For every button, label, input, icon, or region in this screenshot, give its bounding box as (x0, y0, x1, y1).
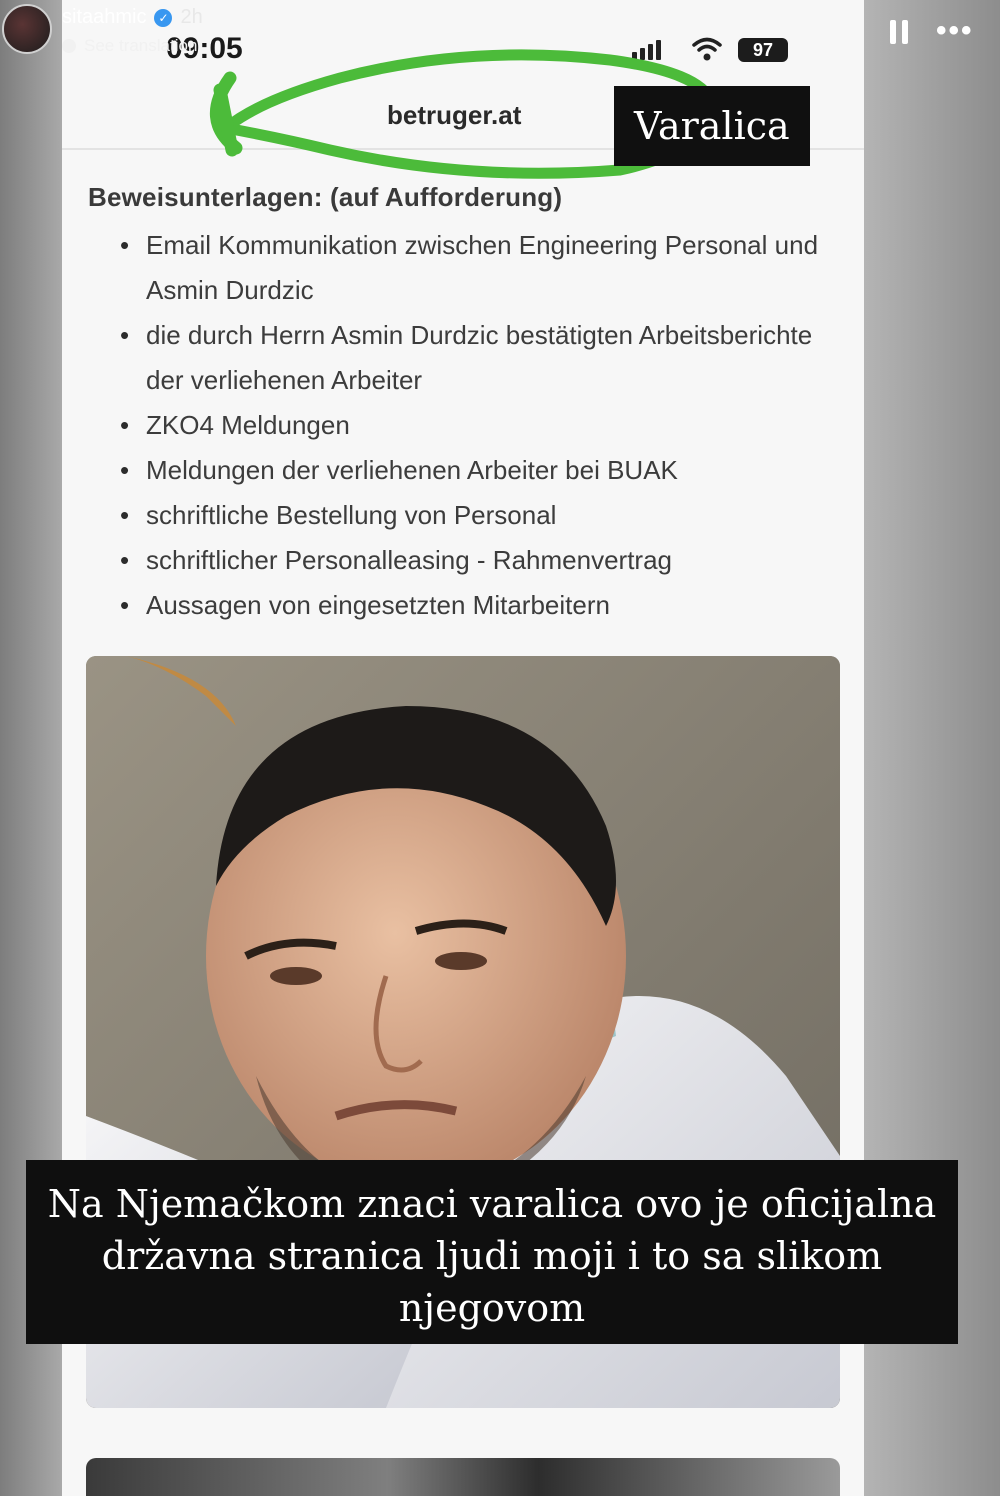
evidence-item: • ZKO4 Meldungen (120, 403, 838, 448)
wifi-icon (692, 36, 722, 62)
more-options-icon[interactable]: ••• (936, 14, 974, 47)
pause-icon[interactable] (890, 20, 910, 46)
story-caption: Na Njemačkom znaci varalica ovo je oficijalna državna stranica ljudi moji i to sa slikom njegovom (26, 1160, 958, 1344)
story-time: 2h (180, 6, 203, 28)
second-photo-partial (86, 1458, 840, 1496)
evidence-heading: Beweisunterlagen: (auf Aufforderung) (88, 182, 563, 212)
story-header (62, 6, 203, 29)
battery-icon: 97 (738, 38, 788, 62)
translate-icon (62, 39, 76, 53)
status-clock: 09:05 (166, 32, 243, 65)
signal-icon (632, 40, 661, 60)
evidence-list (88, 223, 838, 628)
see-translation-link[interactable] (62, 36, 197, 56)
evidence-item: • die durch Herrn Asmin Durdzic bestätigten Arbeitsberichte der verliehenen Arbeiter (120, 313, 838, 403)
site-url[interactable]: betruger.at (387, 100, 522, 130)
story-avatar[interactable] (2, 4, 52, 54)
verified-badge-icon: ✓ (154, 9, 172, 27)
evidence-item: • schriftlicher Personalleasing - Rahmenvertrag (120, 538, 838, 583)
evidence-item: • schriftliche Bestellung von Personal (120, 493, 838, 538)
evidence-section (88, 182, 838, 628)
evidence-item: • Meldungen der verliehenen Arbeiter bei BUAK (120, 448, 838, 493)
story-username[interactable]: sitaahmic (62, 6, 147, 28)
see-translation-label[interactable]: See translation (84, 36, 198, 55)
evidence-item: • Aussagen von eingesetzten Mitarbeitern (120, 583, 838, 628)
evidence-item: • Email Kommunikation zwischen Engineering Personal und Asmin Durdzic (120, 223, 838, 313)
varalica-sticker: Varalica (614, 86, 810, 166)
